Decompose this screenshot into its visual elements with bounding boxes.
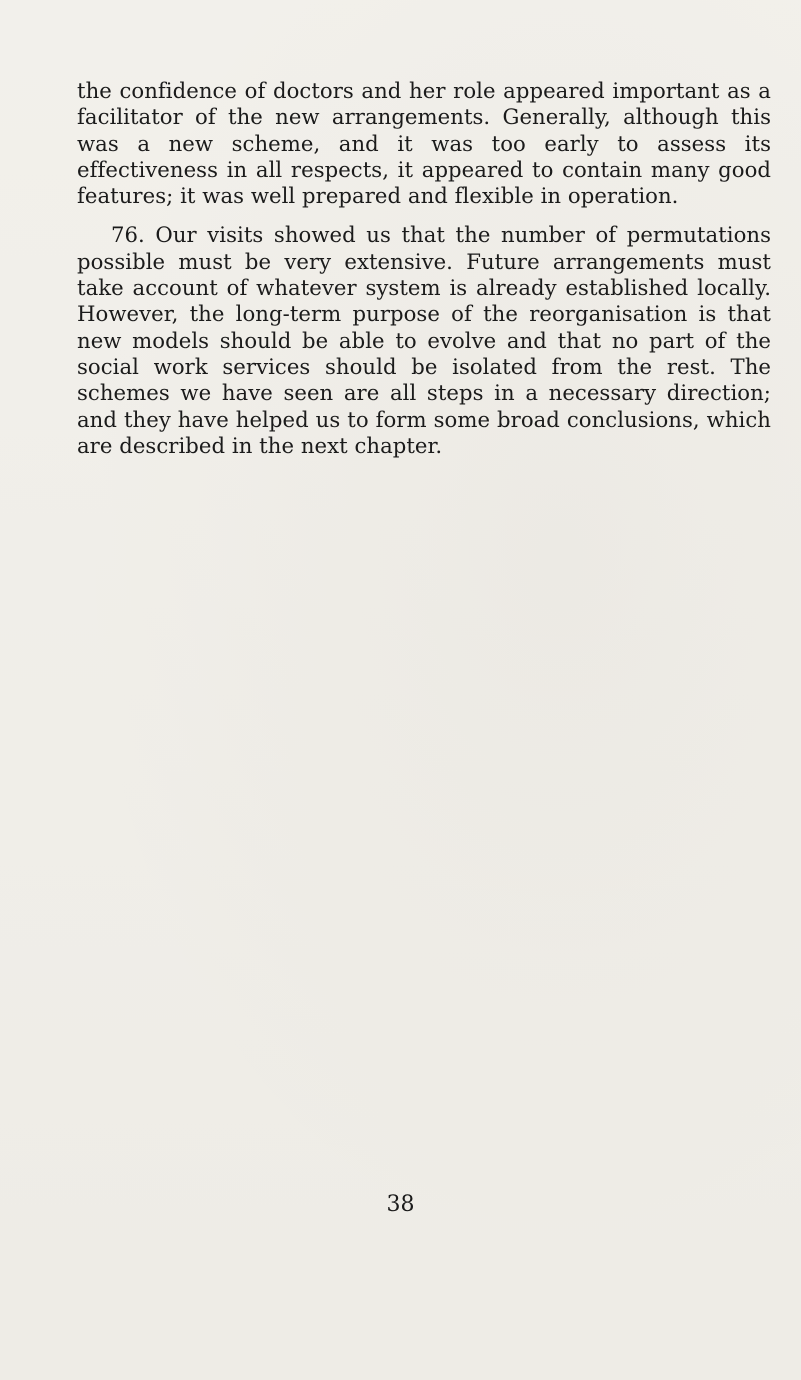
- body-text: [77, 78, 771, 459]
- paragraph-continuation: the confidence of doctors and her role appeared important as a facilitator of the new arrangements. Generally, although this was a new scheme, and it was too early to assess its effectiveness in all respects, it appeared to contain many good features; it was well prepared and flexible in operation.: [77, 78, 771, 209]
- paragraph-76: 76. Our visits showed us that the number of permutations possible must be very extensive. Future arrangements must take account of whatever system is already established locally. However, the long-term purpose of the reorganisation is that new models should be able to evolve and that no part of the social work services should be isolated from the rest. The schemes we have seen are all steps in a necessary direction; and they have helped us to form some broad conclusions, which are described in the next chapter.: [77, 222, 771, 458]
- page-number: 38: [386, 1192, 415, 1217]
